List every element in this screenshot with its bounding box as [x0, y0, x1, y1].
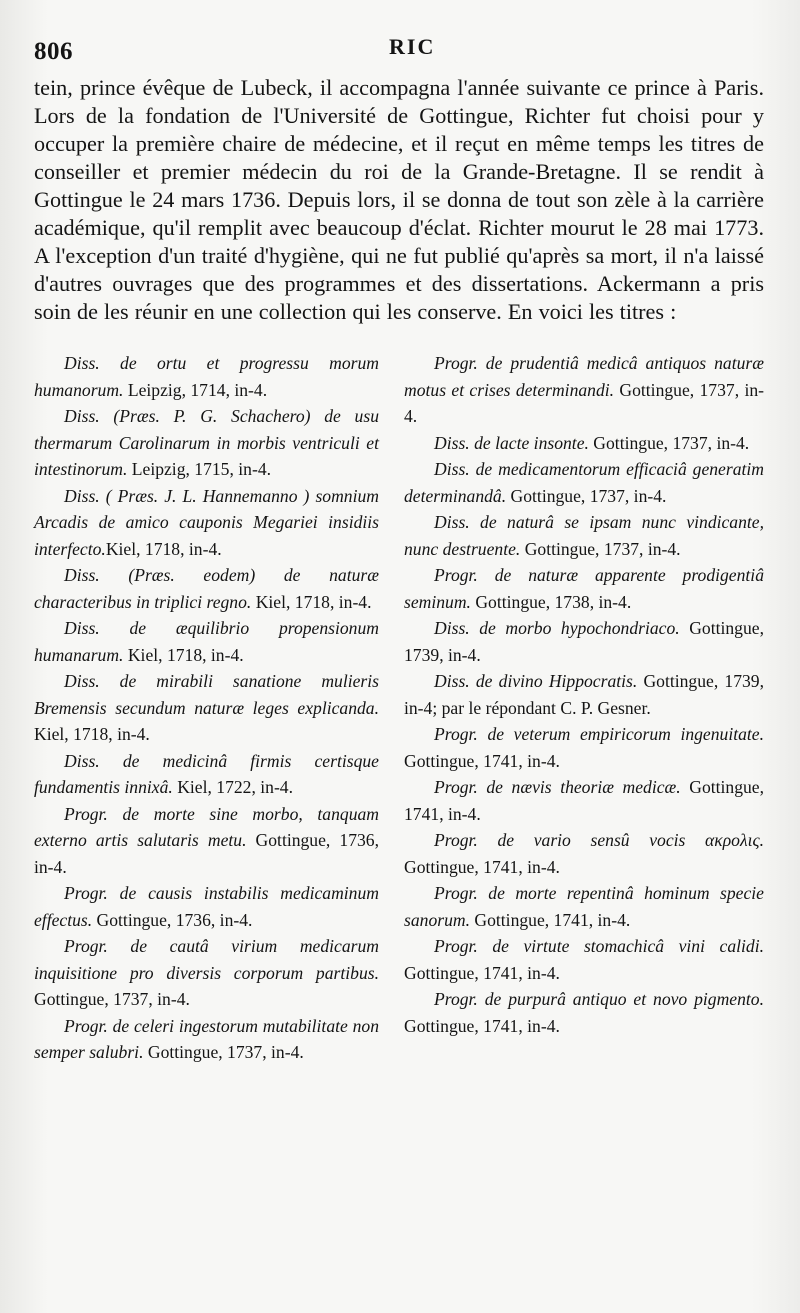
bibliography-entry	[34, 880, 379, 933]
entry-title: Diss. de mirabili sanatione mulieris Bremensis secundum naturæ leges explicanda.	[34, 671, 379, 718]
entry-title: Diss. de morbo hypochondriaco.	[434, 618, 680, 638]
entry-publication: Gottingue, 1737, in-4.	[520, 538, 681, 559]
bibliography-entry	[34, 933, 379, 1013]
bibliography-columns	[34, 350, 764, 1066]
entry-publication: Leipzig, 1714, in-4.	[123, 379, 268, 400]
entry-title: Progr. de purpurâ antiquo et novo pigmento.	[434, 989, 764, 1009]
entry-title: Diss. de naturâ se ipsam nunc vindicante, nunc destruente.	[404, 512, 764, 559]
entry-title: Diss. de ortu et progressu morum humanorum.	[34, 353, 379, 400]
bibliography-left-column	[34, 350, 379, 1066]
bibliography-entry	[34, 483, 379, 563]
bibliography-entry	[34, 403, 379, 483]
bibliography-entry	[404, 350, 764, 430]
entry-title: Diss. de æquilibrio propensionum humanarum.	[34, 618, 379, 665]
bibliography-entry	[34, 1013, 379, 1066]
entry-publication: Kiel, 1718, in-4.	[123, 644, 244, 665]
entry-title: Diss. de divino Hippocratis.	[434, 671, 638, 691]
entry-publication: Gottingue, 1741, in-4.	[404, 777, 764, 824]
bibliography-entry	[404, 509, 764, 562]
bibliography-entry	[404, 721, 764, 774]
page-header	[34, 30, 764, 74]
entry-title: Diss. de lacte insonte.	[434, 432, 589, 453]
bibliography-entry	[404, 827, 764, 880]
entry-publication: Gottingue, 1741, in-4.	[404, 962, 560, 983]
entry-title: Diss. (Præs. P. G. Schachero) de usu thermarum Carolinarum in morbis ventriculi et intestinorum.	[34, 406, 379, 479]
entry-title: Progr. de causis instabilis medicaminum effectus.	[34, 883, 379, 930]
entry-publication: Gottingue, 1736, in-4.	[92, 909, 253, 930]
bibliography-entry	[34, 562, 379, 615]
entry-title: Diss. (Præs. eodem) de naturæ characteribus in triplici regno.	[34, 565, 379, 612]
entry-title: Progr. de virtute stomachicâ vini calidi.	[434, 936, 764, 956]
entry-title: Progr. de nævis theoriæ medicæ.	[434, 777, 681, 797]
entry-publication: Gottingue, 1737, in-4.	[588, 432, 750, 453]
entry-title: Diss. ( Præs. J. L. Hannemanno ) somnium Arcadis de amico cauponis Megariei insidiis interfecto.	[34, 485, 379, 559]
entry-publication: Kiel, 1718, in-4.	[251, 591, 372, 612]
entry-publication: Kiel, 1718, in-4.	[34, 724, 150, 744]
entry-publication: Gottingue, 1737, in-4.	[404, 379, 764, 426]
entry-title: Progr. de morte sine morbo, tanquam externo artis salutaris metu.	[34, 803, 379, 850]
entry-title: Progr. de vario sensû vocis ακρολις.	[434, 830, 764, 850]
entry-title: Diss. de medicinâ firmis certisque fundamentis innixâ.	[34, 750, 379, 797]
page-number: 806	[34, 38, 73, 65]
entry-publication: Gottingue, 1737, in-4.	[143, 1042, 304, 1062]
bibliography-entry	[404, 880, 764, 933]
intro-paragraph: tein, prince évêque de Lubeck, il accompagna l'année suivante ce prince à Paris. Lors de la fondation de l'Université de Gottingue, Richter fut choisi pour y occuper la première chaire de médecine, et il reçut en même temps les titres de conseiller et premier médecin du roi de la Grande-Bretagne. Il se rendit à Gottingue le 24 mars 1736. Depuis lors, il se donna de tout son zèle à la carrière académique, qu'il remplit avec beaucoup d'éclat. Richter mourut le 28 mai 1773. A l'exception d'un traité d'hygiène, qui ne fut publié qu'après sa mort, il n'a laissé d'autres ouvrages que des programmes et des dissertations. Ackermann a pris soin de les réunir en une collection qui les conserve. En voici les titres :	[34, 75, 764, 324]
entry-title: Progr. de naturæ apparente prodigentiâ seminum.	[404, 565, 764, 612]
bibliography-entry	[404, 668, 764, 721]
entry-publication: Gottingue, 1741, in-4.	[404, 856, 560, 877]
entry-title: Diss. de medicamentorum efficaciâ generatim determinandâ.	[404, 459, 764, 506]
bibliography-entry	[404, 774, 764, 827]
entry-publication: Gottingue, 1741, in-4.	[404, 750, 560, 771]
bibliography-entry	[404, 430, 764, 457]
bibliography-entry	[404, 933, 764, 986]
entry-title: Progr. de morte repentinâ hominum specie sanorum.	[404, 883, 764, 930]
entry-title: Progr. de veterum empiricorum ingenuitate.	[434, 724, 764, 744]
entry-title: Progr. de celeri ingestorum mutabilitate non semper salubri.	[34, 1015, 379, 1062]
bibliography-entry	[404, 615, 764, 668]
entry-publication: Gottingue, 1736, in-4.	[34, 830, 379, 877]
entry-publication: Gottingue, 1738, in-4.	[470, 591, 632, 612]
bibliography-entry	[404, 456, 764, 509]
entry-publication: Kiel, 1722, in-4.	[172, 777, 294, 797]
bibliography-entry	[34, 350, 379, 403]
bibliography-entry	[404, 986, 764, 1039]
entry-publication: Gottingue, 1737, in-4.	[34, 989, 190, 1009]
bibliography-entry	[404, 562, 764, 615]
entry-publication: Gottingue, 1739, in-4; par le répondant C. P. Gesner.	[404, 671, 764, 718]
bibliography-entry	[34, 668, 379, 748]
running-head: RIC	[389, 34, 436, 59]
bibliography-entry	[34, 615, 379, 668]
bibliography-right-column	[404, 350, 764, 1066]
entry-publication: Gottingue, 1737, in-4.	[506, 485, 667, 506]
bibliography-entry	[34, 801, 379, 881]
entry-publication: Gottingue, 1741, in-4.	[470, 909, 631, 930]
entry-publication: Leipzig, 1715, in-4.	[127, 459, 272, 479]
entry-publication: Gottingue, 1741, in-4.	[404, 1015, 560, 1036]
entry-publication: Gottingue, 1739, in-4.	[404, 618, 764, 665]
bibliography-entry	[34, 748, 379, 801]
entry-title: Progr. de prudentiâ medicâ antiquos naturæ motus et crises determinandi.	[404, 353, 764, 400]
entry-title: Progr. de cautâ virium medicarum inquisitione pro diversis corporum partibus.	[34, 936, 379, 983]
entry-publication: Kiel, 1718, in-4.	[105, 538, 222, 559]
